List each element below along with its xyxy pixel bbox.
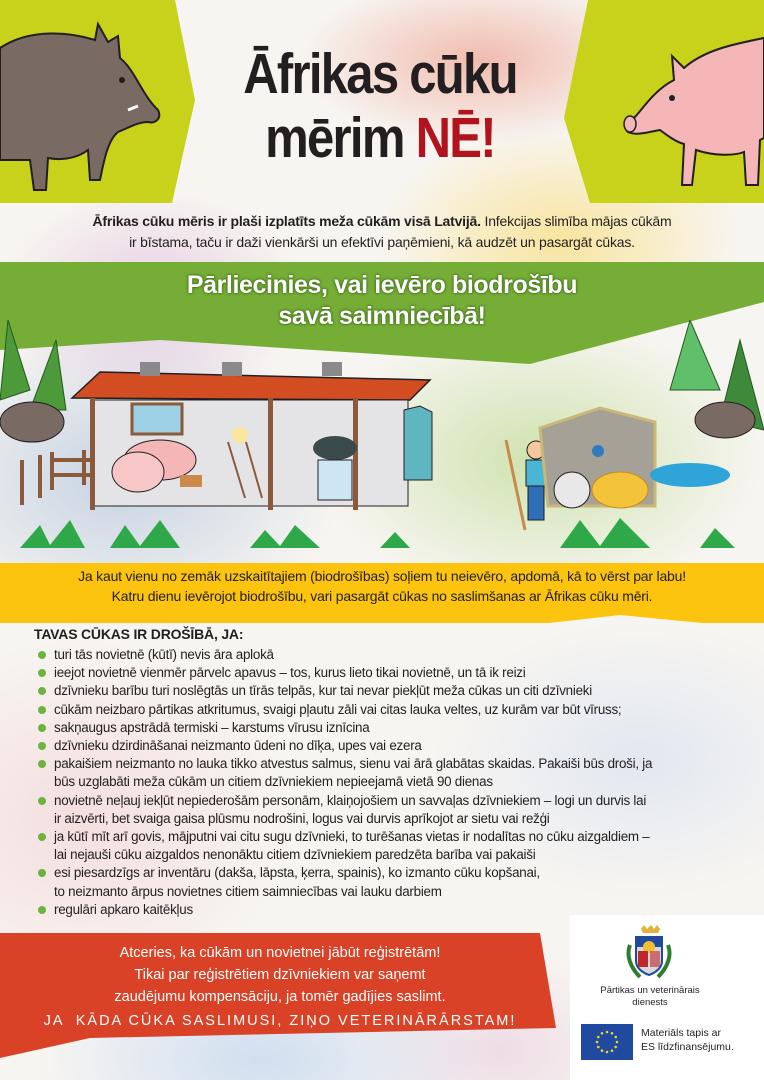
intro-line-2: ir bīstama, taču ir daži vienkārši un efektīvi paņēmieni, kā audzēt un pasargāt cūkas. [129, 234, 635, 250]
intro-bold: Āfrikas cūku mēris ir plaši izplatīts meža cūkām visā Latvijā. [92, 213, 481, 229]
yellow-banner-text [0, 566, 764, 606]
coat-of-arms-icon [626, 925, 672, 981]
red-banner-line-1: Atceries, ka cūkām un novietnei jābūt reģistrētām! [119, 945, 441, 961]
bullet-icon [38, 797, 46, 805]
list-item: turi tās novietnē (kūtī) nevis āra aplokā [36, 646, 746, 664]
bullet-icon [38, 669, 46, 677]
green-banner-line-2: savā saimniecībā! [278, 302, 486, 330]
bullet-icon [38, 724, 46, 732]
header-right-panel [564, 0, 764, 203]
checklist-heading: TAVAS CŪKAS IR DROŠĪBĀ, JA: [34, 626, 244, 642]
yellow-banner-line-1: Ja kaut vienu no zemāk uzskaitītajiem (biodrošības) soļiem tu neievēro, apdomā, kā to vērst par labu! [78, 568, 686, 584]
bullet-icon [38, 906, 46, 914]
green-banner-line-1: Pārliecinies, vai ievēro biodrošību [186, 271, 578, 299]
bullet-icon [38, 760, 46, 768]
bullet-icon [38, 869, 46, 877]
page-title [221, 42, 539, 170]
list-item: dzīvnieku dzirdināšanai neizmanto ūdeni no dīķa, upes vai ezera [36, 737, 746, 755]
red-banner-line-3: zaudējumu kompensāciju, ja tomēr gadījies saslimt. [114, 989, 446, 1005]
intro-text [20, 211, 744, 253]
bullet-icon [38, 687, 46, 695]
list-item: dzīvnieku barību turi noslēgtās un tīrās telpās, kur tai nevar piekļūt meža cūkas un citi dzīvnieki [36, 682, 746, 700]
red-banner-line-2: Tikai par reģistrētiem dzīvniekiem var saņemt [134, 967, 426, 983]
list-item: novietnē neļauj iekļūt nepiederošām personām, klaiņojošiem un savvaļas dzīvniekiem – logi un durvis lai ir aizvērti, bet svaiga gaisa plūsmu nodrošini, logus vai durvis aprīkojot ar sietu vai režģi [36, 792, 746, 828]
checklist [36, 646, 746, 919]
list-item: esi piesardzīgs ar inventāru (dakša, lāpsta, ķerra, spainis), ko izmanto cūku kopšanai, to neizmanto ārpus novietnes citiem saimniecības vai lauku darbiem [36, 864, 746, 900]
list-item: pakaišiem neizmanto no lauka tikko atvestus salmus, sienu vai ārā glabātas skaidas. Pakaiši būs droši, ja būs uzglabāti meža cūkām un citiem dzīvniekiem nepieejamā vietā 90 dienas [36, 755, 746, 791]
list-item: ieejot novietnē vienmēr pārvelc apavus – tos, kurus lieto tikai novietnē, un tā ik reizi [36, 664, 746, 682]
list-item: ja kūtī mīt arī govis, mājputni vai citu sugu dzīvnieki, to turēšanas vietas ir nodalītas no cūku aizgaldiem – lai nejauši cūku aizgaldos nenonāktu citiem dzīvniekiem paredzēta barība vai pakaiši [36, 828, 746, 864]
wild-boar-icon [0, 10, 170, 200]
farm-scene-icon [0, 320, 764, 560]
bullet-icon [38, 651, 46, 659]
domestic-pig-icon [564, 10, 764, 200]
bullet-icon [38, 742, 46, 750]
title-line-2 [221, 106, 539, 170]
eu-funding-note: Materiāls tapis ar ES līdzfinansējumu. [641, 1027, 734, 1053]
title-line-2-main: mērim [265, 106, 416, 170]
title-accent: NĒ! [415, 106, 495, 170]
yellow-banner-line-2: Katru dienu ievērojot biodrošību, vari pasargāt cūkas no saslimšanas ar Āfrikas cūku mēri. [111, 588, 653, 604]
title-line-1: Āfrikas cūku [243, 42, 517, 106]
list-item: regulāri apkaro kaitēkļus [36, 901, 746, 919]
intro-line-1 [20, 211, 744, 232]
bullet-icon [38, 706, 46, 714]
header-left-panel [0, 0, 195, 203]
intro-rest: Infekcijas slimība mājas cūkām [480, 213, 672, 229]
list-item: sakņaugus apstrādā termiski – karstums vīrusu iznīcina [36, 719, 746, 737]
farm-illustration [0, 320, 764, 560]
red-banner-cta: JA KĀDA CŪKA SASLIMUSI, ZIŅO VETERINĀRĀRSTAM! [43, 1013, 517, 1029]
eu-flag-icon [581, 1024, 633, 1060]
list-item: cūkām neizbaro pārtikas atkritumus, svaigi pļautu zāli vai citas lauka veltes, uz kurām var būt vīruss; [36, 701, 746, 719]
bullet-icon [38, 833, 46, 841]
organization-name: Pārtikas un veterinārais dienests [600, 985, 700, 1008]
red-banner-text [0, 942, 560, 1008]
